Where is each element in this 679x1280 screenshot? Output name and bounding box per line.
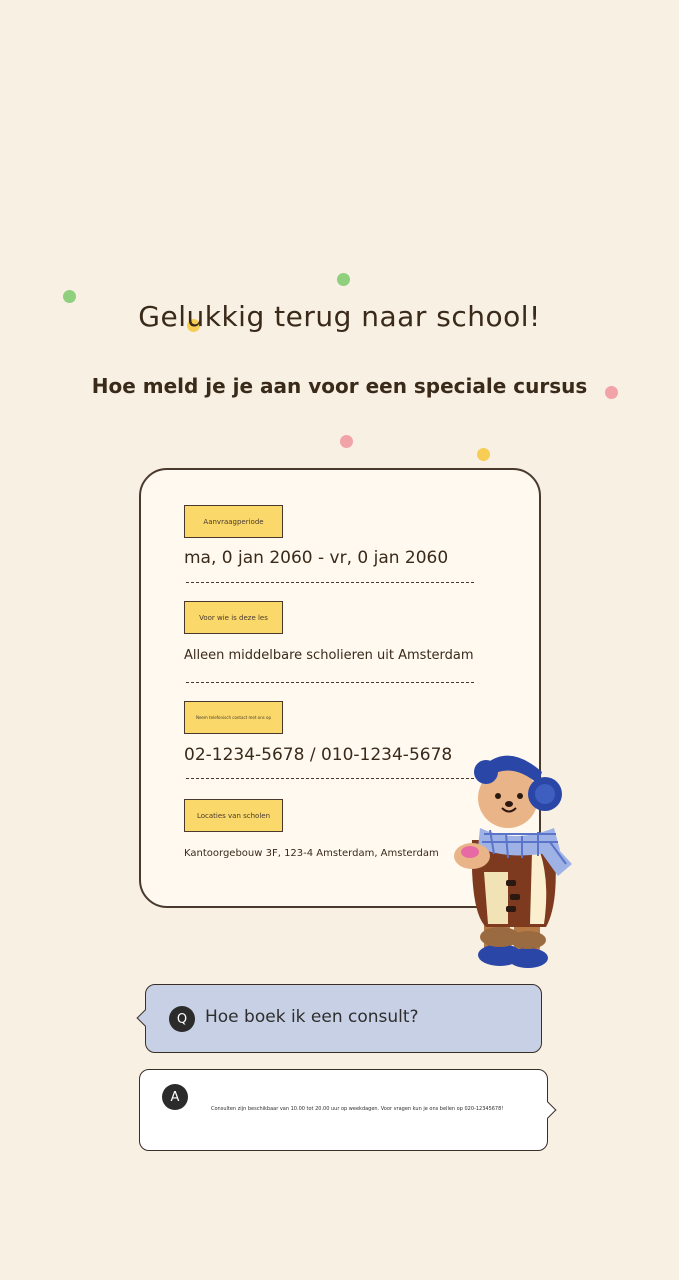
confetti-dot (340, 435, 353, 448)
page-subtitle: Hoe meld je je aan voor een speciale cursus (91, 374, 588, 398)
divider (186, 582, 474, 583)
application-period-tag: Aanvraagperiode (184, 505, 283, 538)
faq-answer-bubble (139, 1069, 548, 1151)
divider (186, 682, 474, 683)
bubble-tail (137, 1010, 154, 1027)
bubble-tail (540, 1102, 557, 1119)
question-badge: Q (169, 1006, 195, 1032)
phone-contact-tag: Neem telefonisch contact met ons op (184, 701, 283, 734)
faq-question-text: Hoe boek ik een consult? (205, 1007, 419, 1027)
confetti-dot (477, 448, 490, 461)
page-title: Gelukkig terug naar school! (138, 300, 541, 333)
faq-answer-text: Consulten zijn beschikbaar van 10.00 tot 20.00 uur op weekdagen. Voor vragen kun je ons bellen op 020-12345678! (211, 1106, 504, 1112)
phone-contact-value[interactable]: 02-1234-5678 / 010-1234-5678 (184, 745, 453, 765)
school-locations-value: Kantoorgebouw 3F, 123-4 Amsterdam, Amsterdam (184, 848, 439, 859)
school-locations-tag: Locaties van scholen (184, 799, 283, 832)
faq-question-bubble[interactable] (145, 984, 542, 1053)
teddy-bear-with-earmuffs-icon (450, 752, 580, 974)
answer-badge: A (162, 1084, 188, 1110)
application-period-value: ma, 0 jan 2060 - vr, 0 jan 2060 (184, 548, 449, 568)
audience-value: Alleen middelbare scholieren uit Amsterdam (184, 648, 474, 663)
divider (186, 778, 474, 779)
audience-tag: Voor wie is deze les (184, 601, 283, 634)
confetti-dot (337, 273, 350, 286)
